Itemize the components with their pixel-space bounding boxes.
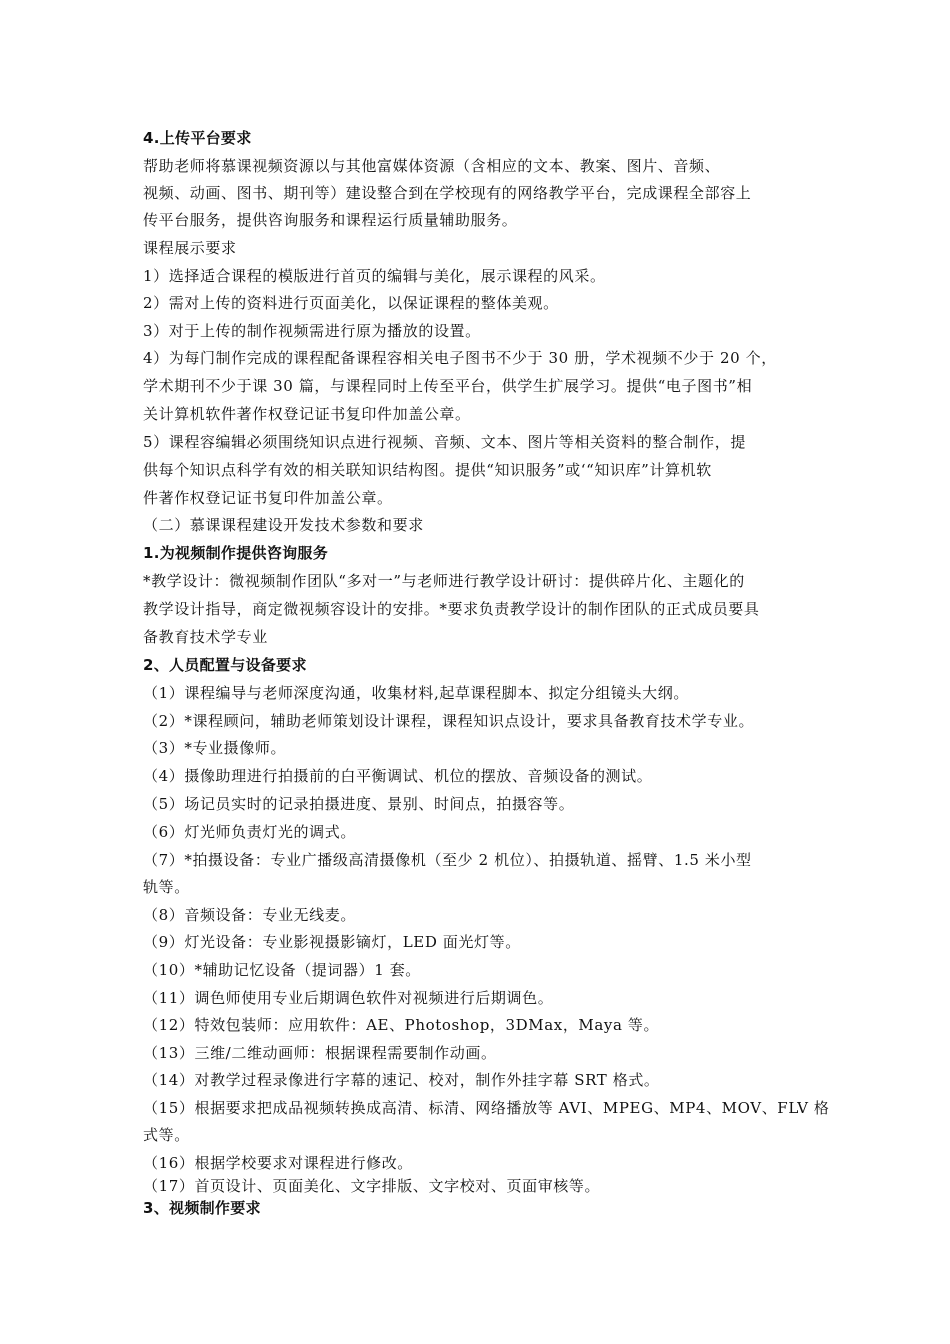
section-heading-upload-platform: 4.上传平台要求 bbox=[143, 129, 252, 147]
list-item: （9）灯光设备：专业影视摄影镝灯，LED 面光灯等。 bbox=[143, 933, 521, 951]
section-heading-video-production: 3、视频制作要求 bbox=[143, 1199, 261, 1217]
paragraph-line: *教学设计：微视频制作团队“多对一”与老师进行教学设计研讨：提供碎片化、主题化的 bbox=[143, 572, 745, 590]
subheading-tech-params: （二）慕课课程建设开发技术参数和要求 bbox=[143, 516, 424, 534]
list-item-continued: 供每个知识点科学有效的相关联知识结构图。提供“知识服务”或‘“知识库”计算机软 bbox=[143, 461, 712, 479]
paragraph-line: 教学设计指导，商定微视频容设计的安排。*要求负责教学设计的制作团队的正式成员要具 bbox=[143, 600, 760, 618]
list-item: （6）灯光师负责灯光的调式。 bbox=[143, 823, 356, 841]
subheading-course-display: 课程展示要求 bbox=[143, 239, 237, 257]
list-item: 1）选择适合课程的模版进行首页的编辑与美化，展示课程的风采。 bbox=[143, 267, 606, 285]
list-item-continued: 件著作权登记证书复印件加盖公章。 bbox=[143, 489, 393, 507]
paragraph-line: 备教育技术学专业 bbox=[143, 628, 268, 646]
list-item: （8）音频设备：专业无线麦。 bbox=[143, 906, 356, 924]
list-item-continued: 式等。 bbox=[143, 1126, 190, 1144]
list-item: （2）*课程顾问，辅助老师策划设计课程，课程知识点设计，要求具备教育技术学专业。 bbox=[143, 712, 755, 730]
paragraph-line: 传平台服务，提供咨询服务和课程运行质量辅助服务。 bbox=[143, 211, 518, 229]
list-item: 2）需对上传的资料进行页面美化，以保证课程的整体美观。 bbox=[143, 294, 559, 312]
list-item: （1）课程编导与老师深度沟通，收集材料,起草课程脚本、拟定分组镜头大纲。 bbox=[143, 684, 689, 702]
list-item-continued: 轨等。 bbox=[143, 878, 190, 896]
list-item: （15）根据要求把成品视频转换成高清、标清、网络播放等 AVI、MPEG、MP4、MOV、FLV 格 bbox=[143, 1099, 830, 1117]
list-item: （7）*拍摄设备：专业广播级高清摄像机（至少 2 机位）、拍摄轨道、摇臂、1.5 米小型 bbox=[143, 851, 752, 869]
section-heading-staff-equipment: 2、人员配置与设备要求 bbox=[143, 656, 307, 674]
list-item-continued: 关计算机软件著作权登记证书复印件加盖公章。 bbox=[143, 405, 471, 423]
list-item: （17）首页设计、页面美化、文字排版、文字校对、页面审核等。 bbox=[143, 1177, 601, 1195]
list-item: 4）为每门制作完成的课程配备课程容相关电子图书不少于 30 册，学术视频不少于 20 个， bbox=[143, 349, 777, 367]
list-item: （13）三维/二维动画师：根据课程需要制作动画。 bbox=[143, 1044, 497, 1062]
list-item: 3）对于上传的制作视频需进行原为播放的设置。 bbox=[143, 322, 481, 340]
list-item: （5）场记员实时的记录拍摄进度、景别、时间点，拍摄容等。 bbox=[143, 795, 575, 813]
list-item: （3）*专业摄像师。 bbox=[143, 739, 287, 757]
list-item: （12）特效包装师：应用软件：AE、Photoshop，3DMax，Maya 等。 bbox=[143, 1016, 660, 1034]
paragraph-line: 视频、动画、图书、期刊等）建设整合到在学校现有的网络教学平台，完成课程全部容上 bbox=[143, 184, 752, 202]
list-item: （14）对教学过程录像进行字幕的速记、校对，制作外挂字幕 SRT 格式。 bbox=[143, 1071, 660, 1089]
list-item: （4）摄像助理进行拍摄前的白平衡调试、机位的摆放、音频设备的测试。 bbox=[143, 767, 653, 785]
list-item: 5）课程容编辑必须围绕知识点进行视频、音频、文本、图片等相关资料的整合制作，提 bbox=[143, 433, 746, 451]
list-item: （16）根据学校要求对课程进行修改。 bbox=[143, 1154, 413, 1172]
list-item-continued: 学术期刊不少于课 30 篇，与课程同时上传至平台，供学生扩展学习。提供“电子图书”相 bbox=[143, 377, 753, 395]
list-item: （11）调色师使用专业后期调色软件对视频进行后期调色。 bbox=[143, 989, 554, 1007]
paragraph-line: 帮助老师将慕课视频资源以与其他富媒体资源（含相应的文本、教案、图片、音频、 bbox=[143, 157, 721, 175]
section-heading-consulting: 1.为视频制作提供咨询服务 bbox=[143, 544, 329, 562]
list-item: （10）*辅助记忆设备（提词器）1 套。 bbox=[143, 961, 421, 979]
